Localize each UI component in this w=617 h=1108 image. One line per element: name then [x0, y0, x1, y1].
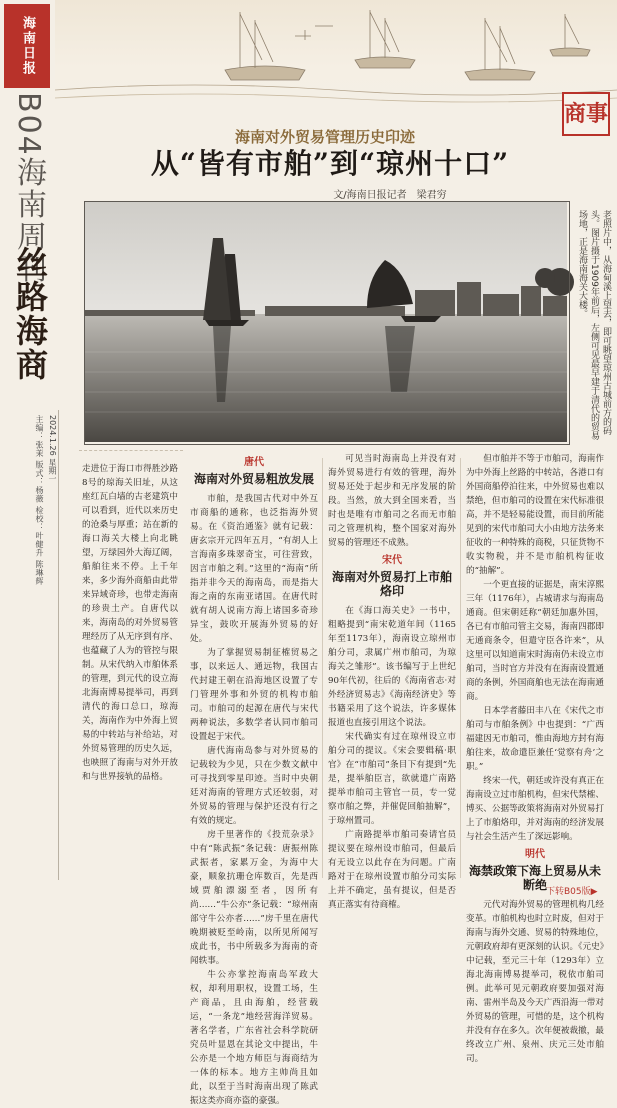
issue-date: 2024.1.26 星期一	[48, 415, 57, 483]
section-badge: 商事	[562, 92, 610, 136]
historical-harbor-photo	[85, 202, 567, 442]
section-subtitle-song: 海南对外贸易打上市舶烙印	[331, 570, 452, 598]
section-subtitle-ming: 海禁政策下海上贸易从未断绝	[468, 864, 601, 892]
edition-label: B04海南周刊	[11, 92, 46, 285]
paragraph: 日本学者藤田丰八在《宋代之市舶司与市舶条例》中也提到：“广西福建因无市舶司，惟由海地方封有海舶往来，故命遣臣兼任‘觉察有舟’之职。”	[466, 706, 604, 772]
article-kicker: 海南对外贸易管理历史印迹	[234, 128, 415, 146]
ship-sketch-banner	[55, 0, 617, 112]
paragraph: 唐代海南岛参与对外贸易的记载较为少见，只在少数文献中可寻找到零星印迹。当时中央朝廷对海南的管理方式还较弱，对外贸易的管理与保护还没有行之有效的规定。	[190, 746, 318, 826]
column-tang	[190, 452, 318, 1106]
paragraph: 一个更直接的证据是，南宋淳熙三年（1176年），占城请求与海南岛通商。但宋朝廷称“朝廷加惠外国，各已有市舶司管主交易，海南四郡即无通商条令，但遣守臣各许来”，从这里可以知道南宋时海南仍未设立市舶司，当时官方并没有在海南设置通商的条例，外国商舶也无法在海南通商。	[466, 580, 604, 702]
paragraph: 房千里著作的《投荒杂录》中有“陈武振”条记载：唐振州陈武振者，家累万金，为海中大豪，顺象抗珊仓库数百，先是西域贾舶漂溺至者，因所有尚……“牛公亦”条记载：“琼州南部守牛公亦者……”房千里在唐代晚期被贬至岭南，以所见所闻写成此书，书中所载多为海南的奇闻轶事。	[190, 830, 318, 966]
editor-credits: 主编：张茉 版式：杨薇 检校：叶健升 陈琳辉	[35, 415, 44, 586]
section-era-tang: 唐代	[244, 457, 264, 468]
section-era-song: 宋代	[382, 555, 402, 566]
sailing-ships-illustration	[55, 0, 617, 112]
paragraph: 终宋一代，朝廷或许没有真正在海南设立过市舶机构，但宋代禁榷、博买、公据等政策将海南对外贸易打上了市舶烙印，并对海南的经济发展与社会生活产生了深远影响。	[466, 776, 604, 842]
section-era-ming: 明代	[525, 849, 545, 860]
paragraph: 市舶，是我国古代对中外互市商船的通称，也泛指海外贸易。在《资治通鉴》就有记载：唐玄宗开元四年五月，“有胡人上言海南多珠翠奇宝，可往营致，因言市舶之利。”这里的“海南”所指并非今天的海南岛，而是指大海之南的东南亚诸国。在唐代时就有胡人说南方海上诸国多奇珍异宝，鼓吹开展海外贸易的好处。	[190, 494, 318, 644]
section-subtitle-tang: 海南对外贸易粗放发展	[193, 472, 314, 486]
paragraph: 广南路提举市舶司奏请官员提议要在琼州设市舶司，但最后有无设立以此存在为问题。广南路对于在琼州设置市舶分司实际上并不确定，虽有提议，但是否真正落实有待商榷。	[328, 830, 456, 910]
section-calligraphy-title: 丝路海商	[11, 246, 49, 382]
article-intro: 走进位于海口市得胜沙路8号的琼海关旧址，从这座红瓦白墙的古老建筑中可以看到，近代以来历史的沧桑与厚重；站在新的海口海关大楼上向北眺望，万绿园外大海辽阔，船舶往来不停。上千年来，多少海外商船由此带来异域奇珍，也带走海南的珍贵土产。自唐代以来，海南岛的对外贸易管理经历了从无序到有序、也蕴藏了人为的管控与限制。从宋代纳入市舶体系的管理，到元代的设立海北海南博易提举司，再到清代的海口总口，琼海关，海南作为中外海上贸易的中转站与补给站，对外贸易管理的历史久远，也映照了海南与对外开放和与世界接轨的品格。	[82, 464, 178, 782]
column-divider	[460, 458, 461, 878]
photo-caption: 老照片中，从海甸溪上望去，即可眺望琼州古城前方的码头。图片摄于1909年前后，左侧可见最早建于清代的贸易场地，正是海南海关大楼。	[577, 210, 611, 440]
article-headline: 从“皆有市舶”到“琼州十口”	[150, 147, 510, 180]
paragraph: 但市舶并不等于市舶司，海南作为中外海上丝路的中转站，各港口有外国商船停泊往来，中外贸易也难以禁绝，但市舶司的设置在宋代标准很高，并不是轻易能设置，而目前所能见到的宋代市舶司大小由地方法务来征收的一种特殊的商税，只征货物不收实物税，并不是市舶机构征收的“抽解”。	[466, 454, 604, 576]
article-byline: 文/海南日报记者 梁君穷	[333, 190, 447, 201]
paragraph: 元代对海外贸易的管理机构几经变革。市舶机构也时立时废，但对于海南与海外交通、贸易的特殊地位，元朝政府却有更深刻的认识。《元史》中记载，至元三十年（1293年）立海北海南博易提举司，税依市舶司例。此举可见元朝政府要加强对海南、雷州半岛及今天广西沿海一带对外贸易的管理，可惜的是，这个机构并没有存在多久。次年便被裁撤，最终改立广州、泉州、庆元三处市舶司。	[466, 900, 604, 1064]
paragraph: 可见当时海南岛上并没有对海外贸易进行有效的管理，海外贸易还处于起步和无序发展的阶段。当然，放大到全国来看，当时也是唯有市舶司之名而无市舶司之管理机构，整个国家对海外贸易的管理还不成熟。	[328, 454, 456, 548]
left-divider	[58, 410, 59, 880]
paragraph: 宋代确实有过在琼州设立市舶分司的提议。《宋会要辑稿·职官》在“市舶司”条目下有提到“先是，提举舶臣言，欲就遣广南路提举市舶司主管官一员，专一觉察市舶之弊，并催促回舶抽解”，于琼州置司。	[328, 732, 456, 826]
paragraph: 在《海口海关史》一书中，粗略提到“南宋乾道年间（1165年至1173年），海南设立琼州市舶分司，隶属广州市舶司，为琼海关之雏形”。该书编写于上世纪90年代初，往后的《海南省志·对外经济贸易志》《海南经济史》等书籍采用了这个说法，许多媒体报道也直接引用这个说法。	[328, 606, 456, 728]
newspaper-logo: 海南日报	[4, 4, 50, 88]
column-song	[328, 452, 456, 910]
continue-link[interactable]: 下转B05版▶	[546, 887, 598, 897]
paragraph: 为了掌握贸易制征榷贸易之事，以来远人、通远物，我国古代封建王朝在沿海地区设置了专门管理外事和外贸的机构市舶司。市舶司的起源在唐代与宋代两种说法，多数学者认同市舶司设置起于宋代。	[190, 648, 318, 742]
column-divider	[322, 458, 323, 878]
paragraph: 牛公亦掌控海南岛军政大权，却利用职权，设置工场，生产商品，且由海舶，经营载运，“一条龙”地经营海洋贸易。著名学者，广东省社会科学院研究员叶显恩在其论文中提出，牛公亦是一个地方师臣与海商结为一体的标本。地方主帅尚且如此，以至于当时海南出现了陈武振这类亦商亦盗的豪强。	[190, 970, 318, 1106]
